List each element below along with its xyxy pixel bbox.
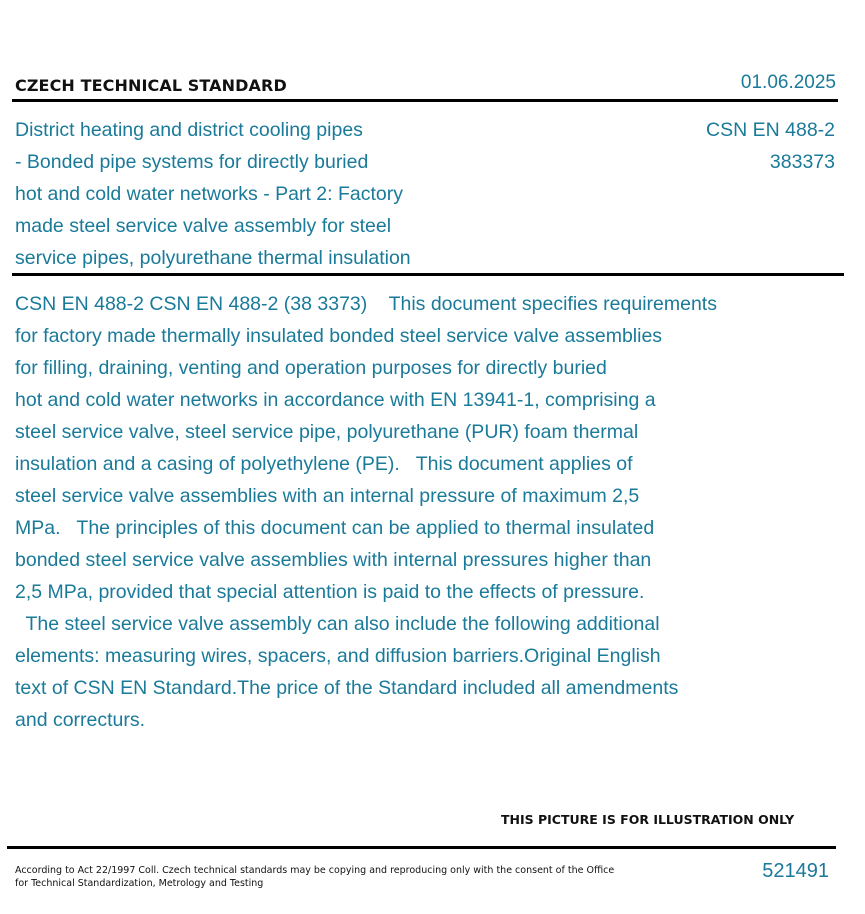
description-line: MPa. The principles of this document can be applied to thermal insulated <box>15 517 655 539</box>
standard-title <box>15 114 475 274</box>
standard-code: CSN EN 488-2 <box>706 119 835 141</box>
description-line: CSN EN 488-2 CSN EN 488-2 (38 3373) This document specifies requirements <box>15 293 717 315</box>
description-line: steel service valve, steel service pipe, polyurethane (PUR) foam thermal <box>15 421 639 443</box>
title-line: service pipes, polyurethane thermal insulation <box>15 247 411 269</box>
description-line: for filling, draining, venting and operation purposes for directly buried <box>15 357 607 379</box>
standard-type-label: CZECH TECHNICAL STANDARD <box>15 76 287 95</box>
description-line: text of CSN EN Standard.The price of the Standard included all amendments <box>15 677 679 699</box>
title-line: hot and cold water networks - Part 2: Factory <box>15 183 404 205</box>
header-divider <box>12 99 838 102</box>
title-line: District heating and district cooling pipes <box>15 119 363 141</box>
illustration-disclaimer: THIS PICTURE IS FOR ILLUSTRATION ONLY <box>501 812 795 827</box>
description-line: for factory made thermally insulated bonded steel service valve assemblies <box>15 325 663 347</box>
description-line: 2,5 MPa, provided that special attention is paid to the effects of pressure. <box>15 581 645 603</box>
description-line: steel service valve assemblies with an internal pressure of maximum 2,5 <box>15 485 640 507</box>
document-number: 521491 <box>762 860 829 882</box>
standard-codes <box>706 114 835 178</box>
description-line: hot and cold water networks in accordance with EN 13941-1, comprising a <box>15 389 656 411</box>
footer-divider <box>7 846 836 849</box>
description-line: and correcturs. <box>15 709 146 731</box>
title-line: made steel service valve assembly for steel <box>15 215 392 237</box>
title-divider <box>12 273 844 276</box>
legal-line: According to Act 22/1997 Coll. Czech technical standards may be copying and reproducing only with the consent of the Office <box>15 865 615 876</box>
standard-description <box>15 288 815 736</box>
description-line: elements: measuring wires, spacers, and diffusion barriers.Original English <box>15 645 661 667</box>
legal-line: for Technical Standardization, Metrology and Testing <box>15 878 264 889</box>
classification-number: 383373 <box>769 151 835 173</box>
description-line: insulation and a casing of polyethylene (PE). This document applies of <box>15 453 633 475</box>
description-line: The steel service valve assembly can also include the following additional <box>15 613 660 635</box>
publication-date: 01.06.2025 <box>740 72 836 93</box>
description-line: bonded steel service valve assemblies with internal pressures higher than <box>15 549 652 571</box>
legal-notice <box>15 864 614 890</box>
title-line: - Bonded pipe systems for directly buried <box>15 151 369 173</box>
